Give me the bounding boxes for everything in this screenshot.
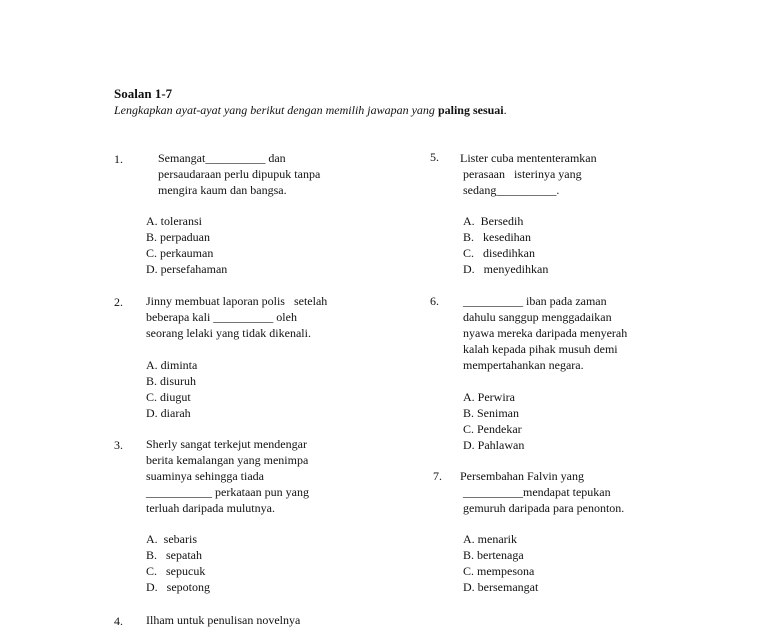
instruction-italic: Lengkapkan ayat-ayat yang berikut dengan memilih jawapan yang [114,103,438,117]
question-7-options [463,531,538,595]
question-1-number: 1. [114,152,123,166]
question-5-options [463,213,548,277]
question-7-stem: Persembahan Falvin yang __________mendapat tepukan gemuruh daripada para penonton. [460,469,625,515]
option[interactable]: A. Perwira [463,390,515,404]
instruction-text [114,103,507,118]
question-1-stem: Semangat__________ dan persaudaraan perlu dipupuk tanpa mengira kaum dan bangsa. [158,151,321,197]
question-3-number: 3. [114,438,123,452]
question-3-options [146,531,210,595]
option[interactable]: B. Seniman [463,406,519,420]
option[interactable]: D. menyedihkan [463,262,549,276]
option[interactable]: C. sepucuk [146,564,206,578]
option[interactable]: C. Pendekar [463,422,522,436]
question-6-stem: __________ iban pada zaman dahulu sanggup menggadaikan nyawa mereka daripada menyerah kalah kepada pihak musuh demi mempertahankan negara. [463,294,628,372]
option[interactable]: D. sepotong [146,580,210,594]
question-2-stem: Jinny membuat laporan polis setelah beberapa kali __________ oleh seorang lelaki yang tidak dikenali. [146,294,328,340]
option[interactable]: D. diarah [146,406,191,420]
question-5-stem: Lister cuba mententeramkan perasaan isterinya yang sedang__________. [460,151,597,197]
option[interactable]: A. sebaris [146,532,197,546]
question-4-number: 4. [114,614,123,628]
option[interactable]: A. toleransi [146,214,202,228]
option[interactable]: A. diminta [146,358,198,372]
option[interactable]: B. disuruh [146,374,197,388]
question-1-options [146,213,227,277]
option[interactable]: C. disedihkan [463,246,535,260]
question-5-number: 5. [430,150,439,164]
question-6-number: 6. [430,294,439,308]
option[interactable]: B. kesedihan [463,230,531,244]
section-title: Soalan 1-7 [114,86,173,101]
option[interactable]: C. perkauman [146,246,214,260]
question-4-stem: Ilham untuk penulisan novelnya [146,613,301,627]
option[interactable]: B. perpaduan [146,230,210,244]
option[interactable]: C. diugut [146,390,191,404]
option[interactable]: D. Pahlawan [463,438,525,452]
option[interactable]: C. mempesona [463,564,535,578]
option[interactable]: A. menarik [463,532,517,546]
option[interactable]: B. sepatah [146,548,202,562]
option[interactable]: D. bersemangat [463,580,539,594]
option[interactable]: B. bertenaga [463,548,524,562]
question-3-stem: Sherly sangat terkejut mendengar berita kemalangan yang menimpa suaminya sehingga tiada ___________ perkataan pun yang terluah daripada mulutnya. [146,437,309,515]
option[interactable]: D. persefahaman [146,262,228,276]
question-7-number: 7. [433,469,442,483]
question-2-number: 2. [114,295,123,309]
instruction-end: . [503,103,507,117]
question-2-options [146,357,197,421]
question-6-options [463,389,524,453]
option[interactable]: A. Bersedih [463,214,524,228]
instruction-bold: paling sesuai [437,103,504,117]
